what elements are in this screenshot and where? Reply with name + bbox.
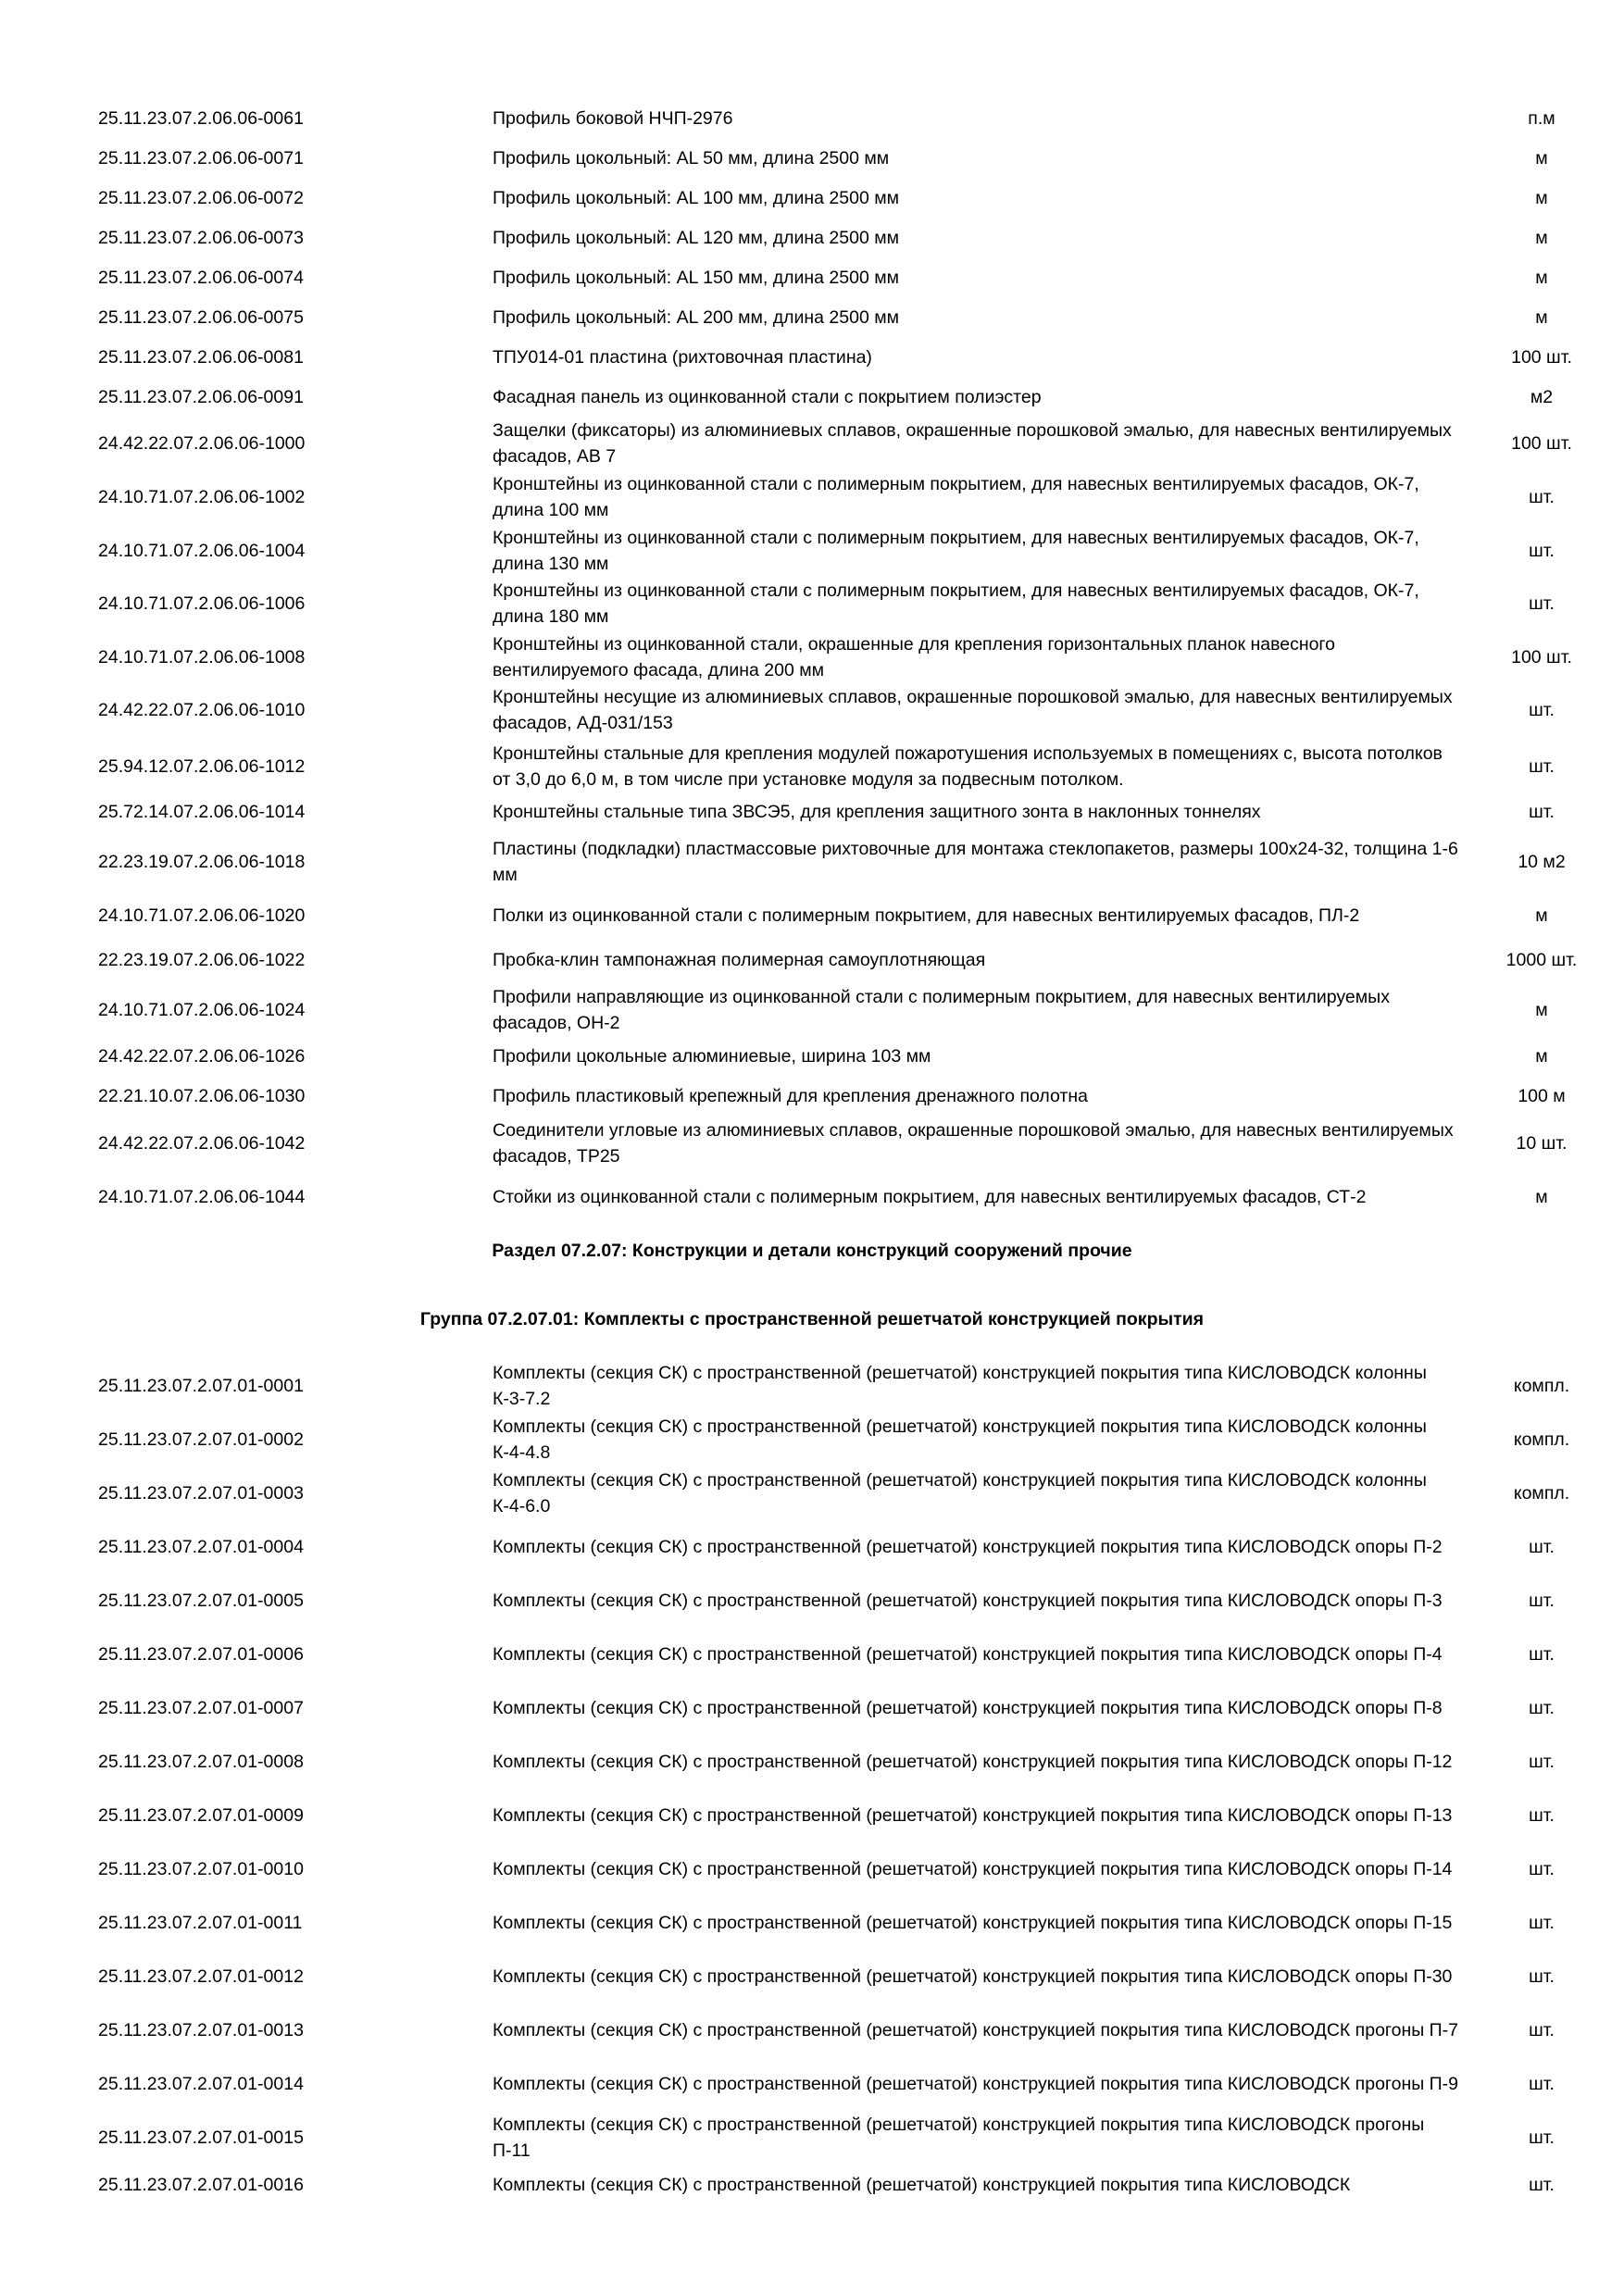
row-code: 25.11.23.07.2.07.01-0010: [98, 1859, 304, 1879]
row-unit: м2: [1530, 387, 1554, 407]
row-description: Профили цокольные алюминиевые, ширина 103 мм: [493, 1046, 931, 1067]
row-unit: 100 шт.: [1511, 433, 1572, 454]
group-heading: Группа 07.2.07.01: Комплекты с пространственной решетчатой конструкцией покрытия: [419, 1309, 1205, 1329]
row-code: 25.94.12.07.2.06.06-1012: [98, 756, 306, 777]
row-unit: м: [1535, 1000, 1548, 1020]
table-row: [0, 1414, 1624, 1466]
row-description: Пластины (подкладки) пластмассовые рихтовочные для монтажа стеклопакетов, размеры 100х24-32, толщина 1-6 мм: [493, 839, 1458, 885]
row-unit: шт.: [1529, 756, 1555, 777]
row-unit: компл.: [1513, 1483, 1570, 1504]
row-description: Профиль боковой НЧП-2976: [493, 108, 733, 129]
row-unit: шт.: [1529, 1537, 1555, 1557]
table-row: [0, 305, 1624, 331]
table-row: [0, 265, 1624, 291]
row-description: Комплекты (секция СК) с пространственной (решетчатой) конструкцией покрытия типа КИСЛОВОДСК прогоны П-9: [493, 2074, 1459, 2094]
row-code: 24.10.71.07.2.06.06-1024: [98, 1000, 306, 1020]
row-description: Кронштейны стальные типа ЗВСЭ5, для крепления защитного зонта в наклонных тоннелях: [493, 802, 1261, 822]
row-code: 24.10.71.07.2.06.06-1004: [98, 541, 306, 561]
row-code: 24.10.71.07.2.06.06-1044: [98, 1187, 306, 1207]
table-row: [0, 2112, 1624, 2164]
row-unit: м: [1535, 1046, 1548, 1067]
row-code: 22.21.10.07.2.06.06-1030: [98, 1086, 306, 1106]
row-unit: шт.: [1529, 2175, 1555, 2195]
row-code: 25.11.23.07.2.06.06-0061: [98, 108, 304, 129]
row-description: Кронштейны из оцинкованной стали с полимерным покрытием, для навесных вентилируемых фасадов, ОК-7, длина 100 мм: [493, 474, 1419, 520]
row-description: Профиль цокольный: AL 120 мм, длина 2500 мм: [493, 228, 900, 248]
row-description: Кронштейны из оцинкованной стали с полимерным покрытием, для навесных вентилируемых фасадов, ОК-7, длина 130 мм: [493, 528, 1419, 574]
table-row: [0, 1083, 1624, 1109]
row-code: 25.11.23.07.2.06.06-0091: [98, 387, 304, 407]
row-code: 25.11.23.07.2.07.01-0012: [98, 1966, 304, 1987]
row-code: 25.11.23.07.2.07.01-0011: [98, 1913, 303, 1933]
row-code: 25.11.23.07.2.07.01-0013: [98, 2020, 304, 2040]
table-row: [0, 1897, 1624, 1949]
row-unit: 100 шт.: [1511, 347, 1572, 368]
row-unit: 10 м2: [1518, 852, 1566, 872]
row-code: 25.11.23.07.2.07.01-0008: [98, 1752, 304, 1772]
table-row: [0, 525, 1624, 577]
row-code: 24.10.71.07.2.06.06-1008: [98, 647, 306, 668]
row-code: 25.11.23.07.2.07.01-0001: [98, 1376, 304, 1396]
row-unit: шт.: [1529, 700, 1555, 720]
row-description: Профиль пластиковый крепежный для крепления дренажного полотна: [493, 1086, 1088, 1106]
table-row: [0, 741, 1624, 792]
row-unit: 10 шт.: [1516, 1133, 1568, 1154]
table-row: [0, 1682, 1624, 1734]
table-row: [0, 1575, 1624, 1627]
table-row: [0, 1951, 1624, 2003]
row-description: Комплекты (секция СК) с пространственной (решетчатой) конструкцией покрытия типа КИСЛОВОДСК опоры П-15: [493, 1913, 1453, 1933]
table-row: [0, 1117, 1624, 1169]
row-unit: шт.: [1529, 1644, 1555, 1665]
row-unit: м: [1535, 148, 1548, 168]
row-unit: м: [1535, 1187, 1548, 1207]
row-unit: шт.: [1529, 1859, 1555, 1879]
row-unit: шт.: [1529, 541, 1555, 561]
table-row: [0, 947, 1624, 973]
row-code: 24.10.71.07.2.06.06-1020: [98, 905, 306, 926]
row-unit: шт.: [1529, 802, 1555, 822]
table-row: [0, 890, 1624, 942]
table-row: [0, 2004, 1624, 2056]
row-unit: шт.: [1529, 1752, 1555, 1772]
row-unit: шт.: [1529, 593, 1555, 614]
table-row: [0, 631, 1624, 683]
row-code: 25.11.23.07.2.06.06-0071: [98, 148, 304, 168]
row-unit: 1000 шт.: [1505, 950, 1578, 970]
row-code: 24.42.22.07.2.06.06-1042: [98, 1133, 306, 1154]
row-description: Кронштейны из оцинкованной стали, окрашенные для крепления горизонтальных планок навесного вентилируемого фасада, длина 200 мм: [493, 634, 1335, 680]
table-row: [0, 1628, 1624, 1680]
row-description: Соединители угловые из алюминиевых сплавов, окрашенные порошковой эмалью, для навесных вентилируемых фасадов, ТР25: [493, 1120, 1454, 1167]
row-code: 25.11.23.07.2.07.01-0006: [98, 1644, 304, 1665]
row-description: Профиль цокольный: AL 100 мм, длина 2500 мм: [493, 188, 900, 208]
row-code: 25.11.23.07.2.07.01-0009: [98, 1805, 304, 1826]
table-row: [0, 578, 1624, 630]
row-description: Фасадная панель из оцинкованной стали с покрытием полиэстер: [493, 387, 1042, 407]
row-unit: м: [1535, 268, 1548, 288]
row-description: Стойки из оцинкованной стали с полимерным покрытием, для навесных вентилируемых фасадов, СТ-2: [493, 1187, 1367, 1207]
row-unit: шт.: [1529, 1591, 1555, 1611]
table-row: [0, 471, 1624, 523]
table-row: [0, 344, 1624, 370]
table-row: [0, 1171, 1624, 1223]
row-code: 22.23.19.07.2.06.06-1018: [98, 852, 306, 872]
row-description: Комплекты (секция СК) с пространственной (решетчатой) конструкцией покрытия типа КИСЛОВОДСК опоры П-12: [493, 1752, 1453, 1772]
table-row: [0, 145, 1624, 171]
table-row: [0, 2058, 1624, 2110]
row-unit: шт.: [1529, 1805, 1555, 1826]
table-row: [0, 185, 1624, 211]
row-description: Комплекты (секция СК) с пространственной (решетчатой) конструкцией покрытия типа КИСЛОВОДСК опоры П-13: [493, 1805, 1453, 1826]
row-description: Кронштейны из оцинкованной стали с полимерным покрытием, для навесных вентилируемых фасадов, ОК-7, длина 180 мм: [493, 580, 1419, 627]
row-description: Комплекты (секция СК) с пространственной (решетчатой) конструкцией покрытия типа КИСЛОВОДСК опоры П-30: [493, 1966, 1453, 1987]
row-description: Полки из оцинкованной стали с полимерным покрытием, для навесных вентилируемых фасадов, ПЛ-2: [493, 905, 1360, 926]
row-code: 24.42.22.07.2.06.06-1000: [98, 433, 306, 454]
row-code: 24.10.71.07.2.06.06-1006: [98, 593, 306, 614]
row-unit: компл.: [1513, 1429, 1570, 1450]
row-code: 25.11.23.07.2.07.01-0004: [98, 1537, 304, 1557]
row-unit: м: [1535, 228, 1548, 248]
row-description: Защелки (фиксаторы) из алюминиевых сплавов, окрашенные порошковой эмалью, для навесных вентилируемых фасадов, АВ 7: [493, 420, 1452, 467]
table-row: [0, 836, 1624, 888]
row-code: 25.11.23.07.2.06.06-0074: [98, 268, 304, 288]
table-row: [0, 1043, 1624, 1069]
row-unit: м: [1535, 188, 1548, 208]
row-description: Комплекты (секция СК) с пространственной (решетчатой) конструкцией покрытия типа КИСЛОВОДСК: [493, 2175, 1351, 2195]
row-unit: шт.: [1529, 1966, 1555, 1987]
row-code: 24.42.22.07.2.06.06-1010: [98, 700, 306, 720]
table-row: [0, 1736, 1624, 1788]
table-row: [0, 1843, 1624, 1895]
row-description: Профили направляющие из оцинкованной стали с полимерным покрытием, для навесных вентилируемых фасадов, ОН-2: [493, 987, 1390, 1033]
table-row: [0, 106, 1624, 131]
table-row: [0, 1360, 1624, 1412]
row-code: 25.11.23.07.2.06.06-0081: [98, 347, 304, 368]
row-description: Комплекты (секция СК) с пространственной (решетчатой) конструкцией покрытия типа КИСЛОВОДСК опоры П-2: [493, 1537, 1443, 1557]
row-description: ТПУ014-01 пластина (рихтовочная пластина): [493, 347, 872, 368]
table-row: [0, 2172, 1624, 2198]
table-row: [0, 684, 1624, 736]
row-description: Комплекты (секция СК) с пространственной (решетчатой) конструкцией покрытия типа КИСЛОВОДСК опоры П-3: [493, 1591, 1443, 1611]
table-row: [0, 384, 1624, 410]
row-description: Профиль цокольный: AL 50 мм, длина 2500 мм: [493, 148, 890, 168]
row-description: Комплекты (секция СК) с пространственной (решетчатой) конструкцией покрытия типа КИСЛОВОДСК колонны К-4-4.8: [493, 1416, 1427, 1463]
table-row: [0, 984, 1624, 1036]
row-description: Комплекты (секция СК) с пространственной (решетчатой) конструкцией покрытия типа КИСЛОВОДСК колонны К-4-6.0: [493, 1470, 1427, 1516]
row-code: 25.11.23.07.2.06.06-0075: [98, 307, 304, 328]
table-row: [0, 799, 1624, 825]
section-heading: Раздел 07.2.07: Конструкции и детали конструкций сооружений прочие: [492, 1241, 1132, 1261]
row-code: 25.72.14.07.2.06.06-1014: [98, 802, 306, 822]
table-row: [0, 1790, 1624, 1841]
row-code: 24.10.71.07.2.06.06-1002: [98, 487, 306, 507]
row-code: 25.11.23.07.2.07.01-0002: [98, 1429, 304, 1450]
row-description: Комплекты (секция СК) с пространственной (решетчатой) конструкцией покрытия типа КИСЛОВОДСК прогоны П-11: [493, 2115, 1425, 2161]
row-code: 25.11.23.07.2.07.01-0003: [98, 1483, 304, 1504]
row-unit: 100 м: [1518, 1086, 1566, 1106]
row-unit: шт.: [1529, 487, 1555, 507]
row-code: 22.23.19.07.2.06.06-1022: [98, 950, 306, 970]
row-description: Комплекты (секция СК) с пространственной (решетчатой) конструкцией покрытия типа КИСЛОВОДСК опоры П-14: [493, 1859, 1453, 1879]
table-row: [0, 1467, 1624, 1519]
table-row: [0, 418, 1624, 469]
row-description: Кронштейны несущие из алюминиевых сплавов, окрашенные порошковой эмалью, для навесных вентилируемых фасадов, АД-031/153: [493, 687, 1453, 733]
row-unit: шт.: [1529, 2074, 1555, 2094]
table-row: [0, 1521, 1624, 1573]
row-description: Профиль цокольный: AL 150 мм, длина 2500 мм: [493, 268, 900, 288]
row-description: Комплекты (секция СК) с пространственной (решетчатой) конструкцией покрытия типа КИСЛОВОДСК опоры П-8: [493, 1698, 1443, 1718]
table-row: [0, 225, 1624, 251]
row-code: 25.11.23.07.2.07.01-0014: [98, 2074, 304, 2094]
row-description: Комплекты (секция СК) с пространственной (решетчатой) конструкцией покрытия типа КИСЛОВОДСК колонны К-3-7.2: [493, 1363, 1427, 1409]
row-code: 25.11.23.07.2.07.01-0007: [98, 1698, 304, 1718]
row-unit: п.м: [1528, 108, 1555, 129]
row-code: 25.11.23.07.2.07.01-0015: [98, 2128, 304, 2148]
row-description: Кронштейны стальные для крепления модулей пожаротушения используемых в помещениях с, высота потолков от 3,0 до 6,0 м, в том числе при установке модуля за подвесным потолком.: [493, 743, 1443, 790]
row-unit: шт.: [1529, 2020, 1555, 2040]
row-description: Комплекты (секция СК) с пространственной (решетчатой) конструкцией покрытия типа КИСЛОВОДСК прогоны П-7: [493, 2020, 1459, 2040]
row-code: 25.11.23.07.2.06.06-0073: [98, 228, 304, 248]
row-unit: м: [1535, 307, 1548, 328]
row-description: Пробка-клин тампонажная полимерная самоуплотняющая: [493, 950, 986, 970]
row-unit: шт.: [1529, 1913, 1555, 1933]
row-unit: компл.: [1513, 1376, 1570, 1396]
row-unit: 100 шт.: [1511, 647, 1572, 668]
row-code: 25.11.23.07.2.07.01-0005: [98, 1591, 304, 1611]
row-description: Профиль цокольный: AL 200 мм, длина 2500 мм: [493, 307, 900, 328]
row-unit: м: [1535, 905, 1548, 926]
row-code: 25.11.23.07.2.07.01-0016: [98, 2175, 304, 2195]
row-code: 24.42.22.07.2.06.06-1026: [98, 1046, 306, 1067]
row-code: 25.11.23.07.2.06.06-0072: [98, 188, 304, 208]
row-description: Комплекты (секция СК) с пространственной (решетчатой) конструкцией покрытия типа КИСЛОВОДСК опоры П-4: [493, 1644, 1443, 1665]
row-unit: шт.: [1529, 1698, 1555, 1718]
row-unit: шт.: [1529, 2128, 1555, 2148]
